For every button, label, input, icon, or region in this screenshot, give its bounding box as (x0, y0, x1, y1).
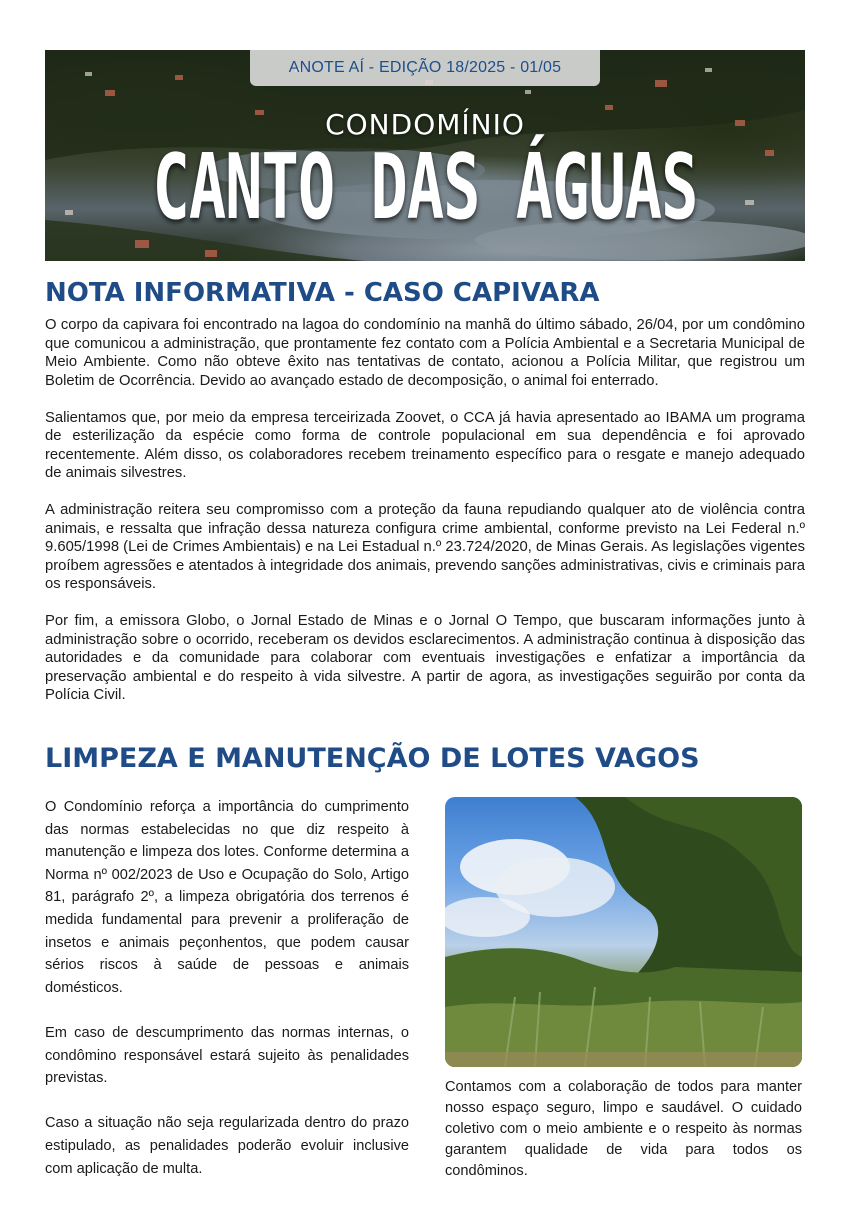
limpeza-paragraph: O Condomínio reforça a importância do cumprimento das normas estabelecidas no que diz respeito à manutenção e limpeza dos lotes. Conforme determina a Norma nº 002/2023 de Uso e Ocupação do Solo, Artigo 81, parágrafo 2º, a limpeza obrigatória dos terrenos é medida fundamental para prevenir a proliferação de insetos e animais peçonhentos, que podem causar sérios riscos à saúde de pessoas e animais domésticos. (45, 799, 409, 996)
limpeza-paragraph: Caso a situação não seja regularizada dentro do prazo estipulado, as penalidades poderão evoluir inclusive com aplicação de multa. (45, 1115, 409, 1177)
section-title-capivara: NOTA INFORMATIVA - CASO CAPIVARA (45, 278, 600, 308)
capivara-paragraph: O corpo da capivara foi encontrado na lagoa do condomínio na manhã do último sábado, 26/04, por um condômino que comunicou a administração, que prontamente fez contato com a Polícia Ambiental e a Secretaria Municipal de Meio Ambiente. Como não obteve êxito nas tentativas de contato, acionou a Polícia Militar, que registrou um Boletim de Ocorrência. Devido ao avançado estado de decomposição, o animal foi enterrado. (45, 317, 805, 389)
photo-caption: Contamos com a colaboração de todos para manter nosso espaço seguro, limpo e saudável. O cuidado coletivo com o meio ambiente e o respeito às normas garantem qualidade de vida para todos os condôminos. (445, 1079, 802, 1179)
vacant-lot-photo (445, 797, 802, 1067)
condo-label: CONDOMÍNIO (325, 108, 525, 141)
capivara-paragraph: A administração reitera seu compromisso com a proteção da fauna repudiando qualquer ato de violência contra animais, e ressalta que infração dessa natureza configura crime ambiental, conforme previsto na Lei Federal n.º 9.605/1998 (Lei de Crimes Ambientais) e na Lei Estadual n.º 23.724/2020, de Minas Gerais. As legislações vigentes proíbem agressões e atentados à integridade dos animais, prevendo sanções administrativas, civis e criminais para os responsáveis. (45, 502, 805, 592)
limpeza-paragraph: Em caso de descumprimento das normas internas, o condômino responsável estará sujeito às penalidades previstas. (45, 1024, 409, 1087)
capivara-paragraph: Salientamos que, por meio da empresa terceirizada Zoovet, o CCA já havia apresentado ao IBAMA um programa de esterilização da espécie como forma de controle populacional em sua dependência e foi aprovado recentemente. Além disso, os colaboradores recebem treinamento específico para o resgate e manejo adequado de animais silvestres. (45, 409, 805, 481)
capivara-paragraph: Por fim, a emissora Globo, o Jornal Estado de Minas e o Jornal O Tempo, que buscaram informações junto à administração sobre o ocorrido, receberam os devidos esclarecimentos. A administração continua à disposição das autoridades e da comunidade para colaborar com eventuais investigações e enfatizar a importância da preservação ambiental e do respeito à vida silvestre. A partir de agora, as investigações seguirão por conta da Polícia Civil. (45, 613, 805, 703)
edition-label: ANOTE AÍ - EDIÇÃO 18/2025 - 01/05 (250, 50, 600, 86)
condo-name: CANTO DAS ÁGUAS (152, 134, 698, 240)
header-banner (45, 50, 805, 261)
capivara-article (45, 316, 805, 723)
limpeza-article (45, 796, 409, 1203)
section-title-limpeza: LIMPEZA E MANUTENÇÃO DE LOTES VAGOS (45, 743, 700, 774)
